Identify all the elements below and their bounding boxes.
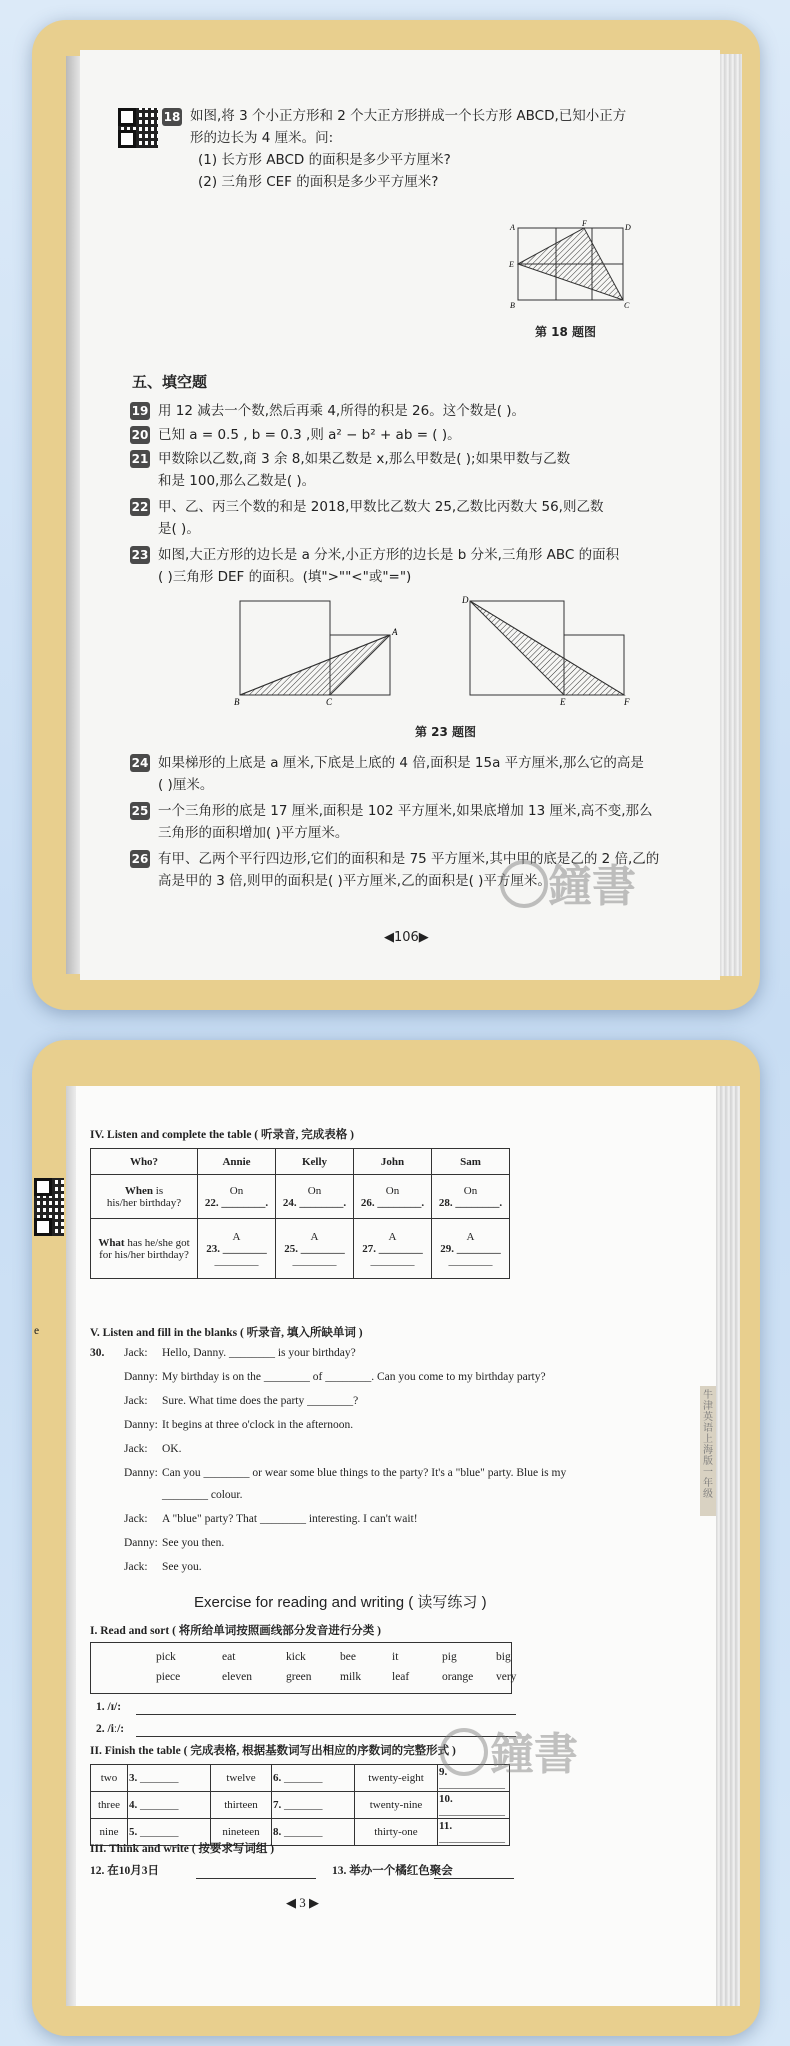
dialogue-line: Hello, Danny. ________ is your birthday? — [162, 1347, 356, 1359]
dialogue-speaker: Jack: — [124, 1513, 148, 1525]
q24-line2: ( )厘米。 — [158, 777, 214, 793]
dialogue-speaker: Danny: — [124, 1371, 158, 1383]
svg-text:F: F — [624, 697, 630, 707]
svg-text:E: E — [560, 697, 566, 707]
qr-code-icon — [118, 108, 158, 148]
q21-line2: 和是 100,那么乙数是( )。 — [158, 473, 316, 489]
word-item: bee — [340, 1651, 356, 1663]
q12-answer-line[interactable] — [196, 1878, 316, 1879]
figure-18-diagram — [508, 220, 638, 320]
watermark-logo-icon — [440, 1728, 488, 1776]
word-item: leaf — [392, 1671, 410, 1683]
question-number-22: 22 — [131, 500, 149, 514]
question-number-24: 24 — [131, 756, 149, 770]
side-tab-label: 牛津英语上海版一年级 — [703, 1390, 713, 1500]
q26-line1: 有甲、乙两个平行四边形,它们的面积和是 75 平方厘米,其中甲的底是乙的 2 倍,乙的 — [158, 851, 660, 867]
word-item: piece — [156, 1671, 181, 1683]
q23-line2: ( )三角形 DEF 的面积。(填">""<"或"=") — [158, 569, 412, 585]
svg-text:B: B — [510, 301, 515, 310]
sound-line-1-label: 1. /ɪ/: — [96, 1701, 122, 1713]
question-number-25: 25 — [131, 804, 149, 818]
dialogue-speaker: Danny: — [124, 1537, 158, 1549]
section-i-heading: I. Read and sort ( 将所给单词按照画线部分发音进行分类 ) — [90, 1625, 382, 1637]
dialogue-speaker: Jack: — [124, 1395, 148, 1407]
question-number-23: 23 — [131, 548, 149, 562]
q25-line2: 三角形的面积增加( )平方厘米。 — [158, 825, 349, 841]
word-item: very — [496, 1671, 517, 1683]
watermark-text: 鐘書 — [548, 861, 636, 912]
table-cell[interactable]: On 26. ________. — [354, 1175, 432, 1219]
section-v-heading: V. Listen and fill in the blanks ( 听录音, 填入所缺单词 ) — [90, 1327, 363, 1339]
qr-code-icon — [34, 1178, 64, 1236]
word-item: big — [496, 1651, 511, 1663]
word-item: pig — [442, 1651, 457, 1663]
word-item: kick — [286, 1651, 306, 1663]
q24-line1: 如果梯形的上底是 a 厘米,下底是上底的 4 倍,面积是 15a 平方厘米,那么它的高是 — [158, 755, 644, 771]
word-item: it — [392, 1651, 399, 1663]
q18-line1: 如图,将 3 个小正方形和 2 个大正方形拼成一个长方形 ABCD,已知小正方 — [190, 108, 627, 124]
section-iv-heading: IV. Listen and complete the table ( 听录音, 完成表格 ) — [90, 1129, 354, 1141]
sound-line-2-label: 2. /iː/: — [96, 1723, 125, 1735]
q13-label: 13. 举办一个橘红色聚会 — [332, 1865, 453, 1877]
figure-18-caption: 第 18 题图 — [535, 325, 597, 339]
table-cell[interactable]: A 23. ________ ________ — [198, 1219, 276, 1279]
table-header-cell: Sam — [432, 1149, 510, 1175]
table-cell[interactable]: A 29. ________ ________ — [432, 1219, 510, 1279]
dialogue-line: Sure. What time does the party ________? — [162, 1395, 359, 1407]
figure-23-caption: 第 23 题图 — [415, 725, 477, 739]
table-header-cell: Annie — [198, 1149, 276, 1175]
svg-text:A: A — [392, 627, 398, 637]
q22-line2: 是( )。 — [158, 521, 200, 537]
table-cell[interactable]: A 25. ________ ________ — [276, 1219, 354, 1279]
table-row-label: When is his/her birthday? — [91, 1175, 198, 1219]
dialogue-line-continued: ________ colour. — [162, 1489, 243, 1501]
q18-sub1: (1) 长方形 ABCD 的面积是多少平方厘米? — [198, 152, 451, 168]
book-card-math — [32, 20, 760, 1010]
dialogue-line: My birthday is on the ________ of ________. Can you come to my birthday party? — [162, 1371, 546, 1383]
svg-text:D: D — [625, 223, 631, 232]
q22-line1: 甲、乙、丙三个数的和是 2018,甲数比乙数大 25,乙数比丙数大 56,则乙数 — [158, 499, 604, 515]
question-number-21: 21 — [131, 452, 149, 466]
page-number: ◀106▶ — [384, 930, 429, 945]
table-header-cell: Who? — [91, 1149, 198, 1175]
svg-text:F: F — [582, 220, 587, 228]
word-item: pick — [156, 1651, 176, 1663]
svg-text:B: B — [234, 697, 240, 707]
dialogue-line: It begins at three o'clock in the afternoon. — [162, 1419, 354, 1431]
table-cell[interactable]: On 24. ________. — [276, 1175, 354, 1219]
question-number-20: 20 — [131, 428, 149, 442]
watermark-text: 鐘書 — [490, 1729, 578, 1780]
dialogue-speaker: Jack: — [124, 1561, 148, 1573]
svg-text:C: C — [326, 697, 333, 707]
svg-text:C: C — [624, 301, 630, 310]
q12-label: 12. 在10月3日 — [90, 1865, 159, 1877]
dialogue-line: See you. — [162, 1561, 202, 1573]
birthday-table — [90, 1148, 510, 1279]
answer-line[interactable] — [136, 1714, 516, 1715]
table-cell[interactable]: On 22. ________. — [198, 1175, 276, 1219]
dialogue-line: OK. — [162, 1443, 182, 1455]
q23-line1: 如图,大正方形的边长是 a 分米,小正方形的边长是 b 分米,三角形 ABC 的面积 — [158, 547, 620, 563]
table-cell[interactable]: A 27. ________ ________ — [354, 1219, 432, 1279]
english-page — [34, 1086, 716, 2006]
q25-line1: 一个三角形的底是 17 厘米,面积是 102 平方厘米,如果底增加 13 厘米,高不变,那么 — [158, 803, 653, 819]
q19-text: 用 12 减去一个数,然后再乘 4,所得的积是 26。这个数是( )。 — [158, 403, 526, 419]
dialogue-speaker: Danny: — [124, 1467, 158, 1479]
q18-sub2: (2) 三角形 CEF 的面积是多少平方厘米? — [198, 174, 439, 190]
dialogue-line: Can you ________ or wear some blue things to the party? It's a "blue" party. Blue is my — [162, 1467, 567, 1479]
word-item: green — [286, 1671, 312, 1683]
section-5-heading: 五、填空题 — [132, 373, 208, 391]
word-item: eleven — [222, 1671, 253, 1683]
question-number-18: 18 — [163, 110, 181, 124]
q18-line2: 形的边长为 4 厘米。问: — [190, 130, 334, 146]
dialogue-line: A "blue" party? That ________ interesting. I can't wait! — [162, 1513, 418, 1525]
margin-fragment: e — [34, 1325, 40, 1337]
dialogue-speaker: Jack: — [124, 1347, 148, 1359]
exercise-title: Exercise for reading and writing ( 读写练习 ) — [194, 1594, 487, 1611]
page-number: ◀ 3 ▶ — [286, 1895, 319, 1910]
table-cell[interactable]: On 28. ________. — [432, 1175, 510, 1219]
word-item: orange — [442, 1671, 474, 1683]
dialogue-speaker: Danny: — [124, 1419, 158, 1431]
svg-text:D: D — [462, 595, 469, 605]
question-number-26: 26 — [131, 852, 149, 866]
svg-text:A: A — [510, 223, 515, 232]
table-header-cell: John — [354, 1149, 432, 1175]
word-item: eat — [222, 1651, 236, 1663]
q20-text: 已知 a = 0.5 , b = 0.3 ,则 a² − b² + ab = ( )。 — [158, 427, 461, 443]
dialogue-line: See you then. — [162, 1537, 225, 1549]
watermark-logo-icon — [500, 860, 548, 908]
math-page — [80, 50, 720, 980]
table-header-cell: Kelly — [276, 1149, 354, 1175]
table-row-label: What has he/she got for his/her birthday? — [91, 1219, 198, 1279]
dialogue-number: 30. — [90, 1347, 105, 1359]
ordinal-table: two 3. _______ twelve 6. _______ twenty-eight 9. ____________ three 4. _______ thirteen 7. _______ twenty-nine 10. ____________ nine 5. _______ nineteen 8. _______ thirty-one 11. ____________ — [90, 1764, 510, 1846]
svg-text:E: E — [509, 260, 514, 269]
question-number-19: 19 — [131, 404, 149, 418]
section-iii-heading: III. Think and write ( 按要求写词组 ) — [90, 1843, 275, 1855]
q26-line2: 高是甲的 3 倍,则甲的面积是( )平方厘米,乙的面积是( )平方厘米。 — [158, 873, 551, 889]
dialogue-speaker: Jack: — [124, 1443, 148, 1455]
figure-23-diagram — [230, 595, 650, 725]
book-card-english — [32, 1040, 760, 2036]
q21-line1: 甲数除以乙数,商 3 余 8,如果乙数是 x,那么甲数是( );如果甲数与乙数 — [158, 451, 571, 467]
q13-answer-line[interactable] — [434, 1878, 514, 1879]
word-item: milk — [340, 1671, 362, 1683]
section-ii-heading: II. Finish the table ( 完成表格, 根据基数词写出相应的序数词的完整形式 ) — [90, 1745, 456, 1757]
